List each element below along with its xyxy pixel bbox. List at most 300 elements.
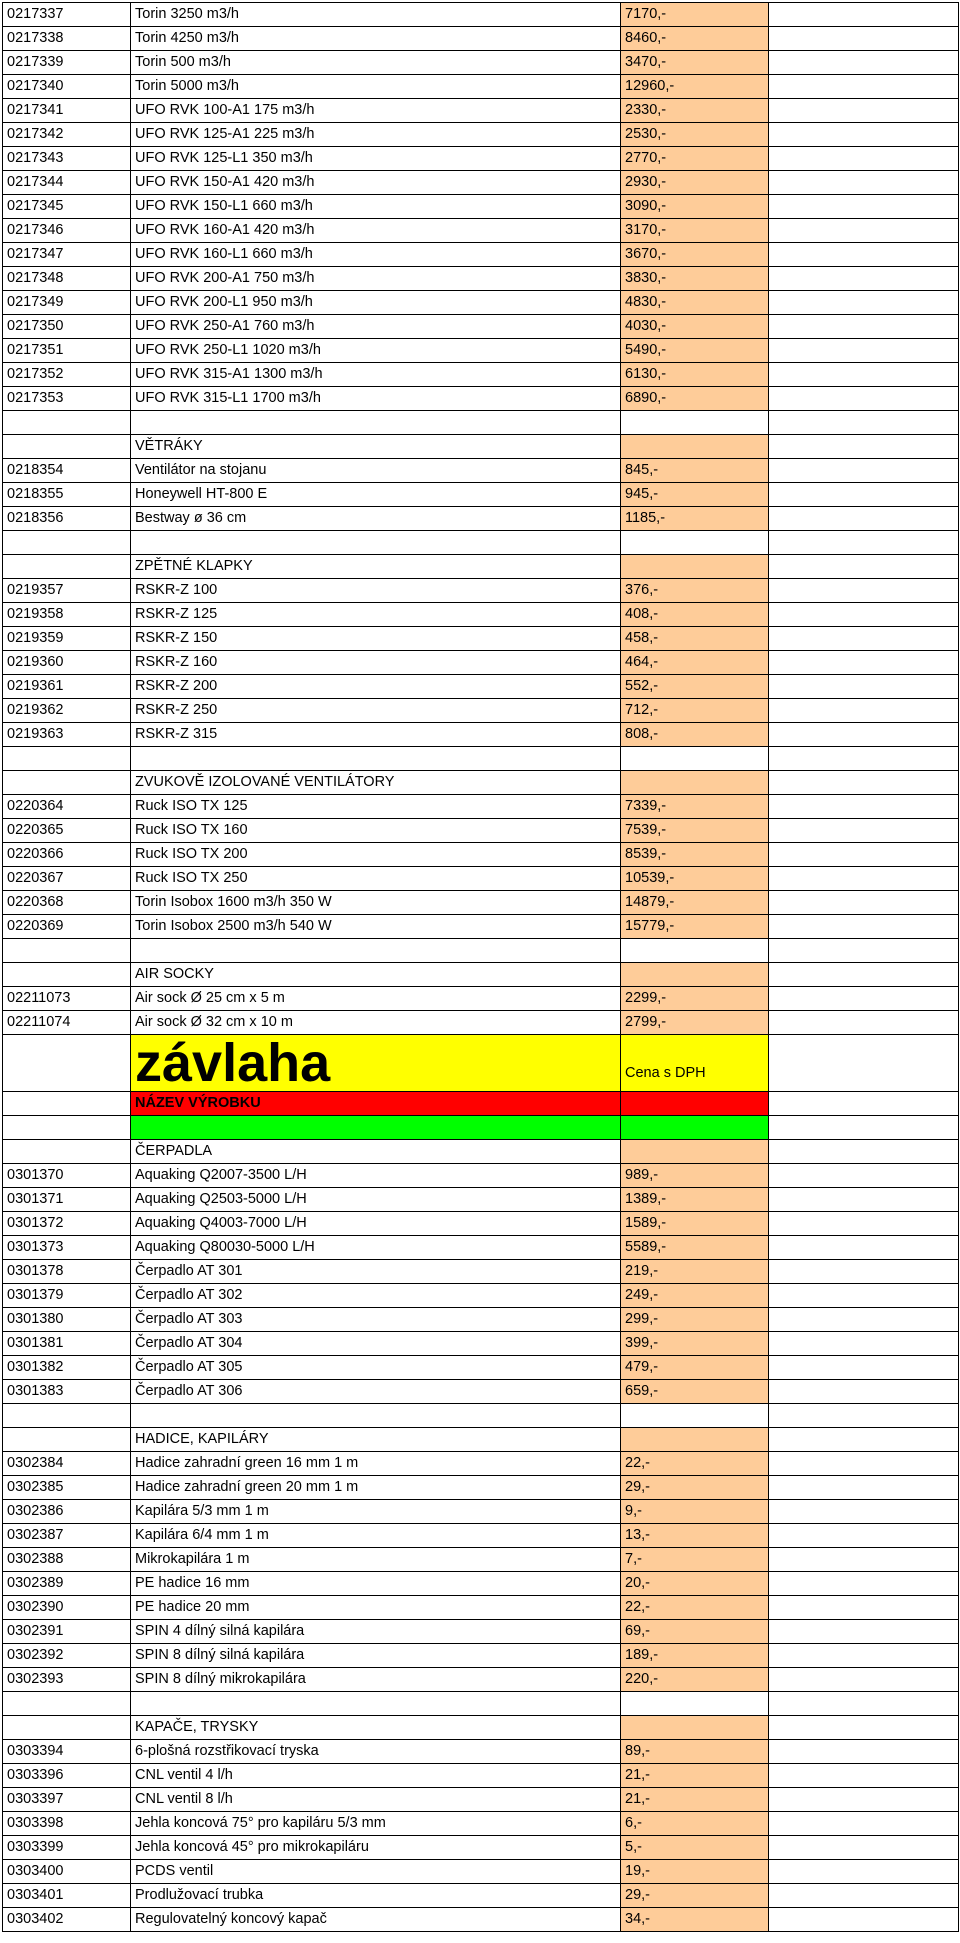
price-cell: 4030,- xyxy=(621,315,769,339)
empty-cell xyxy=(769,1140,959,1164)
spacer-row xyxy=(3,747,959,771)
empty-cell xyxy=(769,603,959,627)
price-cell: 21,- xyxy=(621,1788,769,1812)
product-name-cell: Ruck ISO TX 200 xyxy=(131,843,621,867)
product-name-cell: RSKR-Z 200 xyxy=(131,675,621,699)
empty-cell xyxy=(131,411,621,435)
product-name-cell: Ruck ISO TX 125 xyxy=(131,795,621,819)
price-cell: 464,- xyxy=(621,651,769,675)
price-cell: 2799,- xyxy=(621,1011,769,1035)
header-row xyxy=(3,555,959,579)
empty-cell xyxy=(769,795,959,819)
empty-cell xyxy=(769,1716,959,1740)
empty-cell xyxy=(769,723,959,747)
product-code-cell: 0302387 xyxy=(3,1524,131,1548)
table-row xyxy=(3,1572,959,1596)
empty-cell xyxy=(621,411,769,435)
table-row xyxy=(3,579,959,603)
table-row xyxy=(3,1860,959,1884)
empty-cell xyxy=(769,1356,959,1380)
empty-cell xyxy=(769,339,959,363)
table-row xyxy=(3,1620,959,1644)
table-row xyxy=(3,123,959,147)
table-row xyxy=(3,651,959,675)
table-row xyxy=(3,315,959,339)
price-cell: 659,- xyxy=(621,1380,769,1404)
table-row xyxy=(3,459,959,483)
price-cell: 712,- xyxy=(621,699,769,723)
product-name-cell: Čerpadlo AT 303 xyxy=(131,1308,621,1332)
empty-cell xyxy=(131,939,621,963)
price-cell: 14879,- xyxy=(621,891,769,915)
price-cell: 6130,- xyxy=(621,363,769,387)
product-code-cell: 0219363 xyxy=(3,723,131,747)
price-cell: 6890,- xyxy=(621,387,769,411)
price-cell: 479,- xyxy=(621,1356,769,1380)
table-row xyxy=(3,1356,959,1380)
empty-cell xyxy=(3,1692,131,1716)
empty-cell xyxy=(769,1668,959,1692)
product-name-cell: RSKR-Z 150 xyxy=(131,627,621,651)
product-code-cell: 0302392 xyxy=(3,1644,131,1668)
price-cell: 7170,- xyxy=(621,3,769,27)
price-cell: 69,- xyxy=(621,1620,769,1644)
empty-cell xyxy=(769,651,959,675)
product-name-cell: UFO RVK 150-L1 660 m3/h xyxy=(131,195,621,219)
product-name-cell: SPIN 4 dílný silná kapilára xyxy=(131,1620,621,1644)
product-code-cell: 0301371 xyxy=(3,1188,131,1212)
table-row xyxy=(3,483,959,507)
price-cell: 2330,- xyxy=(621,99,769,123)
empty-cell xyxy=(769,699,959,723)
table-row xyxy=(3,1011,959,1035)
product-code-cell: 0301380 xyxy=(3,1308,131,1332)
empty-cell xyxy=(769,387,959,411)
product-code-cell: 02211074 xyxy=(3,1011,131,1035)
empty-cell xyxy=(769,819,959,843)
table-row xyxy=(3,1812,959,1836)
empty-cell xyxy=(621,1692,769,1716)
product-name-cell: UFO RVK 200-L1 950 m3/h xyxy=(131,291,621,315)
empty-cell xyxy=(3,1140,131,1164)
table-row xyxy=(3,1308,959,1332)
product-name-cell: Čerpadlo AT 306 xyxy=(131,1380,621,1404)
table-row xyxy=(3,915,959,939)
empty-cell xyxy=(3,1428,131,1452)
price-cell: 399,- xyxy=(621,1332,769,1356)
product-code-cell: 0217344 xyxy=(3,171,131,195)
empty-cell xyxy=(3,771,131,795)
table-row xyxy=(3,1332,959,1356)
product-code-cell: 0217340 xyxy=(3,75,131,99)
product-code-cell: 0220366 xyxy=(3,843,131,867)
empty-cell xyxy=(769,1284,959,1308)
product-name-cell: Mikrokapilára 1 m xyxy=(131,1548,621,1572)
red-row xyxy=(3,1092,959,1116)
empty-cell xyxy=(3,1716,131,1740)
product-name-cell: Ruck ISO TX 250 xyxy=(131,867,621,891)
product-name-cell: UFO RVK 250-A1 760 m3/h xyxy=(131,315,621,339)
empty-cell xyxy=(621,435,769,459)
empty-cell xyxy=(3,963,131,987)
product-name-cell: UFO RVK 315-L1 1700 m3/h xyxy=(131,387,621,411)
table-row xyxy=(3,819,959,843)
table-row xyxy=(3,75,959,99)
table-row xyxy=(3,675,959,699)
product-name-cell: PE hadice 16 mm xyxy=(131,1572,621,1596)
empty-cell xyxy=(769,1092,959,1116)
product-name-column-heading: NÁZEV VÝROBKU xyxy=(131,1092,621,1116)
empty-cell xyxy=(3,435,131,459)
empty-cell xyxy=(769,363,959,387)
product-code-cell: 0303397 xyxy=(3,1788,131,1812)
price-cell: 1185,- xyxy=(621,507,769,531)
product-name-cell: UFO RVK 250-L1 1020 m3/h xyxy=(131,339,621,363)
product-name-cell: Čerpadlo AT 302 xyxy=(131,1284,621,1308)
category-heading: VĚTRÁKY xyxy=(131,435,621,459)
empty-cell xyxy=(3,1116,131,1140)
price-cell: 408,- xyxy=(621,603,769,627)
product-name-cell: Torin Isobox 1600 m3/h 350 W xyxy=(131,891,621,915)
empty-cell xyxy=(769,1500,959,1524)
product-code-cell: 0217350 xyxy=(3,315,131,339)
table-row xyxy=(3,843,959,867)
table-row xyxy=(3,1524,959,1548)
product-code-cell: 0220365 xyxy=(3,819,131,843)
empty-cell xyxy=(769,195,959,219)
product-code-cell: 0219361 xyxy=(3,675,131,699)
table-row xyxy=(3,1284,959,1308)
category-heading: ZPĚTNÉ KLAPKY xyxy=(131,555,621,579)
empty-cell xyxy=(769,171,959,195)
category-heading: AIR SOCKY xyxy=(131,963,621,987)
table-row xyxy=(3,1548,959,1572)
price-cell: 220,- xyxy=(621,1668,769,1692)
empty-cell xyxy=(769,1692,959,1716)
empty-cell xyxy=(3,939,131,963)
product-code-cell: 0303402 xyxy=(3,1908,131,1932)
table-row xyxy=(3,1740,959,1764)
product-name-cell: CNL ventil 8 l/h xyxy=(131,1788,621,1812)
empty-cell xyxy=(769,1524,959,1548)
product-name-cell: Ruck ISO TX 160 xyxy=(131,819,621,843)
header-row xyxy=(3,1716,959,1740)
price-cell: 3090,- xyxy=(621,195,769,219)
product-code-cell: 0217342 xyxy=(3,123,131,147)
empty-cell xyxy=(769,915,959,939)
price-cell: 2299,- xyxy=(621,987,769,1011)
empty-cell xyxy=(131,747,621,771)
product-code-cell: 0301370 xyxy=(3,1164,131,1188)
product-code-cell: 0301378 xyxy=(3,1260,131,1284)
price-cell: 20,- xyxy=(621,1572,769,1596)
price-cell: 2770,- xyxy=(621,147,769,171)
empty-cell xyxy=(3,1092,131,1116)
price-cell: 34,- xyxy=(621,1908,769,1932)
empty-cell xyxy=(769,1380,959,1404)
product-code-cell: 0219357 xyxy=(3,579,131,603)
product-code-cell: 0217338 xyxy=(3,27,131,51)
price-cell: 3830,- xyxy=(621,267,769,291)
price-cell: 21,- xyxy=(621,1764,769,1788)
price-cell: 2530,- xyxy=(621,123,769,147)
table-row xyxy=(3,1596,959,1620)
green-fill-cell xyxy=(621,1116,769,1140)
product-code-cell: 0302390 xyxy=(3,1596,131,1620)
price-cell: 808,- xyxy=(621,723,769,747)
product-code-cell: 0301372 xyxy=(3,1212,131,1236)
table-row xyxy=(3,1836,959,1860)
empty-cell xyxy=(769,411,959,435)
price-cell: 1389,- xyxy=(621,1188,769,1212)
empty-cell xyxy=(769,1308,959,1332)
product-name-cell: UFO RVK 160-L1 660 m3/h xyxy=(131,243,621,267)
table-row xyxy=(3,291,959,315)
category-heading: KAPAČE, TRYSKY xyxy=(131,1716,621,1740)
table-row xyxy=(3,603,959,627)
category-heading: ZVUKOVĚ IZOLOVANÉ VENTILÁTORY xyxy=(131,771,621,795)
table-row xyxy=(3,339,959,363)
price-cell: 29,- xyxy=(621,1884,769,1908)
product-name-cell: Honeywell HT-800 E xyxy=(131,483,621,507)
product-name-cell: Torin 4250 m3/h xyxy=(131,27,621,51)
empty-cell xyxy=(769,1836,959,1860)
price-list-table xyxy=(2,2,959,1932)
empty-cell xyxy=(769,51,959,75)
product-name-cell: Hadice zahradní green 20 mm 1 m xyxy=(131,1476,621,1500)
empty-cell xyxy=(3,555,131,579)
product-name-cell: Bestway ø 36 cm xyxy=(131,507,621,531)
red-fill-cell xyxy=(621,1092,769,1116)
header-row xyxy=(3,1428,959,1452)
product-code-cell: 0217345 xyxy=(3,195,131,219)
table-row xyxy=(3,627,959,651)
price-cell: 15779,- xyxy=(621,915,769,939)
product-name-cell: SPIN 8 dílný mikrokapilára xyxy=(131,1668,621,1692)
empty-cell xyxy=(769,1164,959,1188)
price-cell: 189,- xyxy=(621,1644,769,1668)
empty-cell xyxy=(769,1884,959,1908)
product-code-cell: 0303396 xyxy=(3,1764,131,1788)
table-row xyxy=(3,1884,959,1908)
price-cell: 299,- xyxy=(621,1308,769,1332)
empty-cell xyxy=(3,1404,131,1428)
price-cell: 376,- xyxy=(621,579,769,603)
price-cell: 989,- xyxy=(621,1164,769,1188)
product-name-cell: UFO RVK 125-L1 350 m3/h xyxy=(131,147,621,171)
empty-cell xyxy=(769,1035,959,1092)
product-name-cell: Čerpadlo AT 304 xyxy=(131,1332,621,1356)
product-code-cell: 0217347 xyxy=(3,243,131,267)
empty-cell xyxy=(769,555,959,579)
empty-cell xyxy=(769,579,959,603)
product-code-cell: 0303398 xyxy=(3,1812,131,1836)
product-code-cell: 0217353 xyxy=(3,387,131,411)
empty-cell xyxy=(769,291,959,315)
product-name-cell: Jehla koncová 45° pro mikrokapiláru xyxy=(131,1836,621,1860)
product-name-cell: Kapilára 5/3 mm 1 m xyxy=(131,1500,621,1524)
empty-cell xyxy=(769,1572,959,1596)
empty-cell xyxy=(769,147,959,171)
empty-cell xyxy=(769,315,959,339)
product-code-cell: 0302389 xyxy=(3,1572,131,1596)
empty-cell xyxy=(769,1644,959,1668)
product-name-cell: RSKR-Z 100 xyxy=(131,579,621,603)
product-code-cell: 0220367 xyxy=(3,867,131,891)
product-code-cell: 0303394 xyxy=(3,1740,131,1764)
product-name-cell: Regulovatelný koncový kapač xyxy=(131,1908,621,1932)
product-name-cell: PE hadice 20 mm xyxy=(131,1596,621,1620)
empty-cell xyxy=(769,1260,959,1284)
product-code-cell: 0301379 xyxy=(3,1284,131,1308)
price-cell: 9,- xyxy=(621,1500,769,1524)
product-name-cell: Hadice zahradní green 16 mm 1 m xyxy=(131,1452,621,1476)
product-name-cell: UFO RVK 125-A1 225 m3/h xyxy=(131,123,621,147)
price-cell: 4830,- xyxy=(621,291,769,315)
table-row xyxy=(3,27,959,51)
empty-cell xyxy=(769,531,959,555)
product-code-cell: 0220369 xyxy=(3,915,131,939)
spacer-row xyxy=(3,531,959,555)
price-cell: 249,- xyxy=(621,1284,769,1308)
empty-cell xyxy=(769,1764,959,1788)
product-code-cell: 0218356 xyxy=(3,507,131,531)
green-row xyxy=(3,1116,959,1140)
price-cell: 5,- xyxy=(621,1836,769,1860)
price-cell: 22,- xyxy=(621,1596,769,1620)
category-heading: ČERPADLA xyxy=(131,1140,621,1164)
empty-cell xyxy=(769,1860,959,1884)
price-cell: 89,- xyxy=(621,1740,769,1764)
product-name-cell: Air sock Ø 32 cm x 10 m xyxy=(131,1011,621,1035)
empty-cell xyxy=(769,843,959,867)
price-cell: 29,- xyxy=(621,1476,769,1500)
product-name-cell: UFO RVK 100-A1 175 m3/h xyxy=(131,99,621,123)
price-cell: 2930,- xyxy=(621,171,769,195)
green-fill-cell xyxy=(131,1116,621,1140)
table-row xyxy=(3,1476,959,1500)
empty-cell xyxy=(769,1404,959,1428)
table-row xyxy=(3,723,959,747)
empty-cell xyxy=(621,555,769,579)
table-row xyxy=(3,363,959,387)
empty-cell xyxy=(769,987,959,1011)
price-cell: 7,- xyxy=(621,1548,769,1572)
table-row xyxy=(3,891,959,915)
table-row xyxy=(3,1764,959,1788)
product-name-cell: Kapilára 6/4 mm 1 m xyxy=(131,1524,621,1548)
price-cell: 10539,- xyxy=(621,867,769,891)
product-name-cell: Torin 500 m3/h xyxy=(131,51,621,75)
spacer-row xyxy=(3,1404,959,1428)
table-row xyxy=(3,1452,959,1476)
price-cell: 19,- xyxy=(621,1860,769,1884)
empty-cell xyxy=(769,1788,959,1812)
product-name-cell: Čerpadlo AT 305 xyxy=(131,1356,621,1380)
product-name-cell: Ventilátor na stojanu xyxy=(131,459,621,483)
price-cell: 6,- xyxy=(621,1812,769,1836)
product-code-cell: 0301373 xyxy=(3,1236,131,1260)
table-row xyxy=(3,195,959,219)
price-column-heading: Cena s DPH xyxy=(621,1035,769,1092)
spacer-row xyxy=(3,411,959,435)
empty-cell xyxy=(769,483,959,507)
empty-cell xyxy=(769,891,959,915)
empty-cell xyxy=(769,771,959,795)
product-code-cell: 0220368 xyxy=(3,891,131,915)
empty-cell xyxy=(769,243,959,267)
empty-cell xyxy=(3,747,131,771)
empty-cell xyxy=(131,1692,621,1716)
empty-cell xyxy=(621,1404,769,1428)
product-name-cell: RSKR-Z 125 xyxy=(131,603,621,627)
table-row xyxy=(3,867,959,891)
product-name-cell: UFO RVK 200-A1 750 m3/h xyxy=(131,267,621,291)
empty-cell xyxy=(769,939,959,963)
table-row xyxy=(3,387,959,411)
price-cell: 458,- xyxy=(621,627,769,651)
empty-cell xyxy=(769,1212,959,1236)
empty-cell xyxy=(131,531,621,555)
price-cell: 8460,- xyxy=(621,27,769,51)
product-code-cell: 0301383 xyxy=(3,1380,131,1404)
price-cell: 7539,- xyxy=(621,819,769,843)
product-code-cell: 0217352 xyxy=(3,363,131,387)
product-name-cell: Air sock Ø 25 cm x 5 m xyxy=(131,987,621,1011)
product-name-cell: CNL ventil 4 l/h xyxy=(131,1764,621,1788)
product-code-cell: 0302386 xyxy=(3,1500,131,1524)
price-cell: 5589,- xyxy=(621,1236,769,1260)
product-name-cell: Jehla koncová 75° pro kapiláru 5/3 mm xyxy=(131,1812,621,1836)
product-code-cell: 02211073 xyxy=(3,987,131,1011)
empty-cell xyxy=(621,1716,769,1740)
empty-cell xyxy=(769,1740,959,1764)
table-row xyxy=(3,3,959,27)
product-code-cell: 0217351 xyxy=(3,339,131,363)
product-name-cell: Čerpadlo AT 301 xyxy=(131,1260,621,1284)
product-name-cell: UFO RVK 150-A1 420 m3/h xyxy=(131,171,621,195)
price-cell: 1589,- xyxy=(621,1212,769,1236)
product-name-cell: 6-plošná rozstřikovací tryska xyxy=(131,1740,621,1764)
product-code-cell: 0303400 xyxy=(3,1860,131,1884)
table-row xyxy=(3,987,959,1011)
section-title: závlaha xyxy=(131,1035,621,1092)
empty-cell xyxy=(621,963,769,987)
table-row xyxy=(3,1500,959,1524)
empty-cell xyxy=(769,123,959,147)
empty-cell xyxy=(769,1476,959,1500)
table-row xyxy=(3,1236,959,1260)
empty-cell xyxy=(769,1332,959,1356)
table-row xyxy=(3,1644,959,1668)
product-name-cell: RSKR-Z 250 xyxy=(131,699,621,723)
table-row xyxy=(3,1164,959,1188)
empty-cell xyxy=(769,1908,959,1932)
product-name-cell: Torin 3250 m3/h xyxy=(131,3,621,27)
product-code-cell: 0302391 xyxy=(3,1620,131,1644)
empty-cell xyxy=(769,627,959,651)
product-name-cell: UFO RVK 315-A1 1300 m3/h xyxy=(131,363,621,387)
product-code-cell: 0217341 xyxy=(3,99,131,123)
product-code-cell: 0219360 xyxy=(3,651,131,675)
empty-cell xyxy=(769,963,959,987)
product-name-cell: RSKR-Z 160 xyxy=(131,651,621,675)
empty-cell xyxy=(769,747,959,771)
title-row xyxy=(3,1035,959,1092)
table-row xyxy=(3,267,959,291)
table-row xyxy=(3,219,959,243)
table-row xyxy=(3,1788,959,1812)
